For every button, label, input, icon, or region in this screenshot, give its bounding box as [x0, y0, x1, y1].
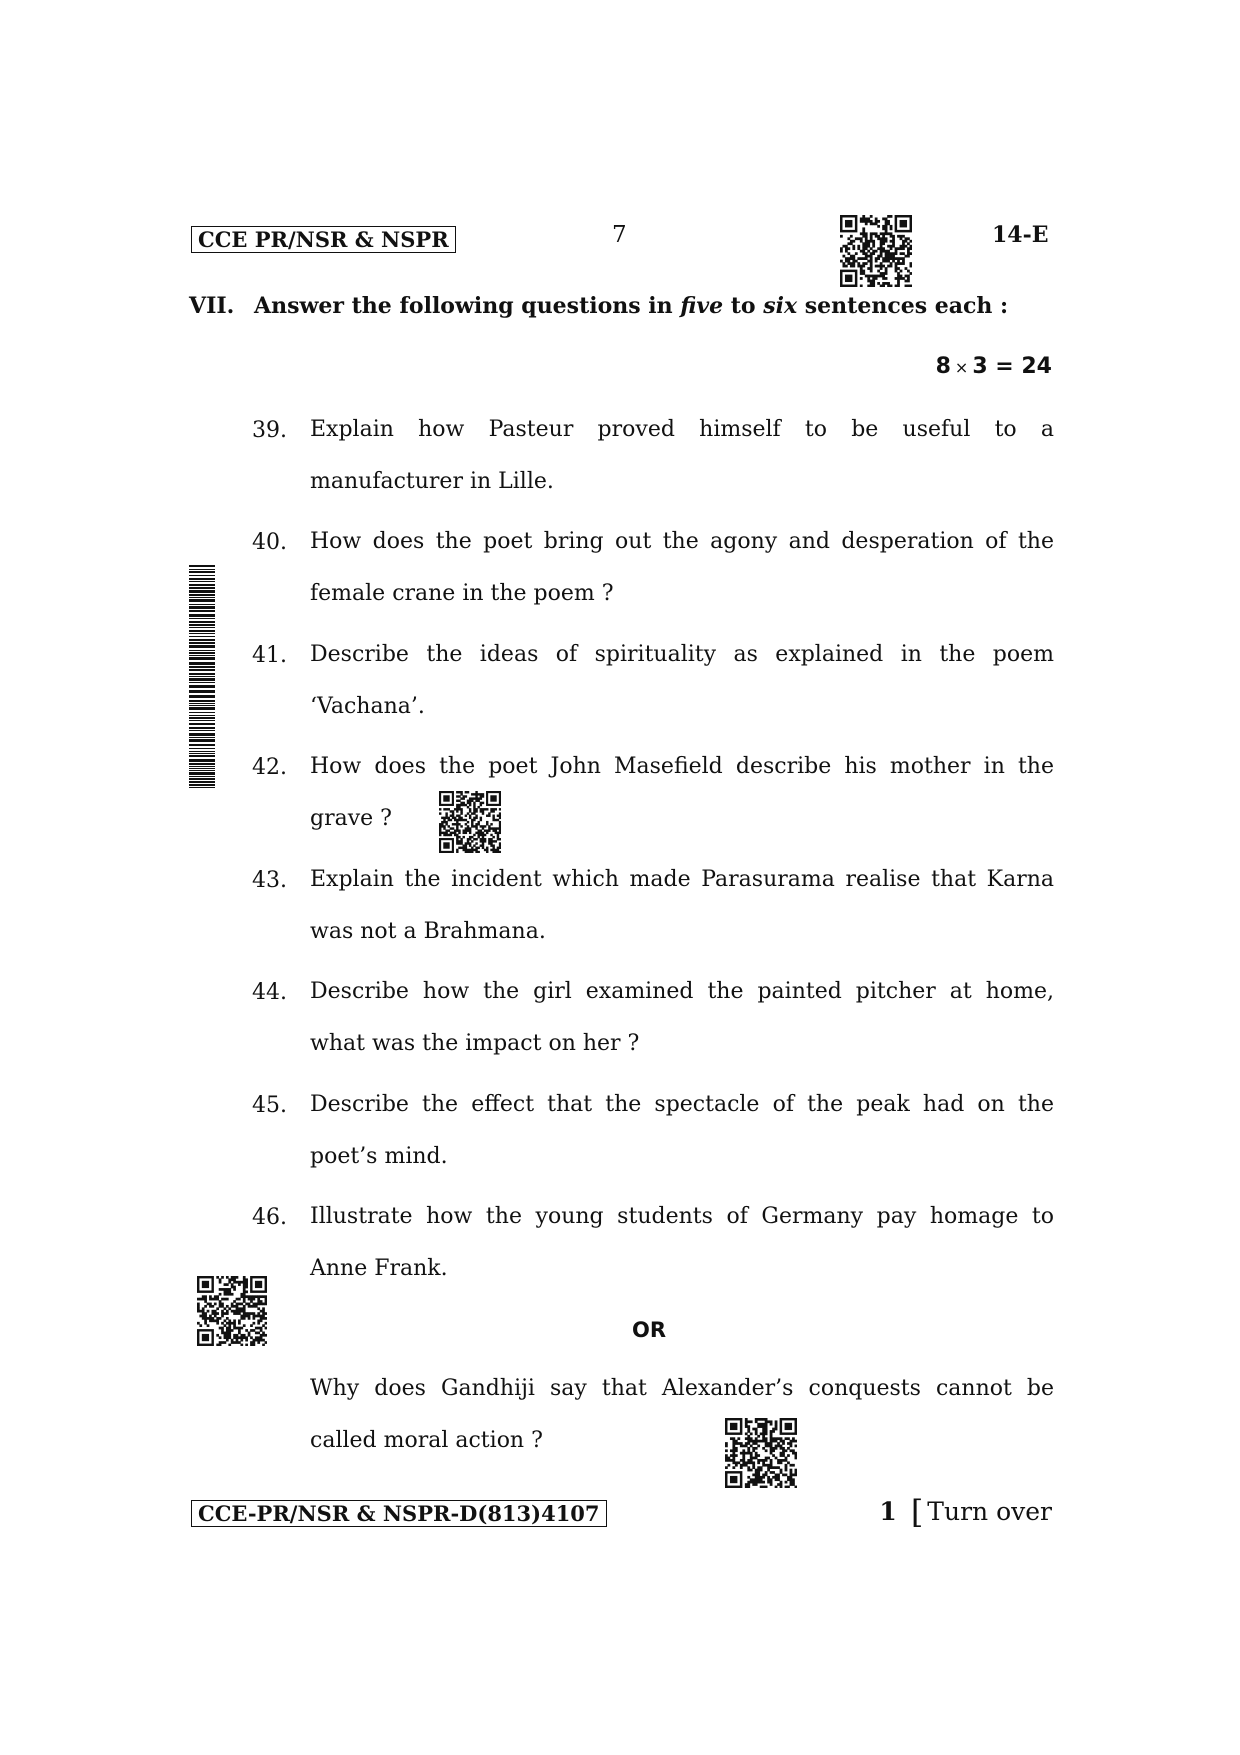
- question-line: poet’s mind.: [310, 1144, 448, 1169]
- section-title-part: five: [680, 293, 724, 319]
- question-line: manufacturer in Lille.: [310, 469, 554, 494]
- barcode-icon: [189, 565, 215, 791]
- section-title-part: to: [723, 293, 764, 319]
- question-46: [310, 1191, 1054, 1295]
- sheet-id: 14-E: [992, 222, 1049, 248]
- question-line: what was the impact on her ?: [310, 1031, 640, 1056]
- question-41: [310, 629, 1054, 733]
- question-line: Describe the effect that the spectacle of the peak had on the: [310, 1092, 1054, 1117]
- question-line: female crane in the poem ?: [310, 581, 614, 606]
- question-line: grave ?: [310, 806, 392, 831]
- qr-code-icon: [725, 1418, 797, 1488]
- question-line: Illustrate how the young students of Germany pay homage to: [310, 1204, 1054, 1229]
- section-title-part: Answer the following questions in: [254, 293, 681, 319]
- question-number: 40.: [252, 530, 287, 555]
- turn-over-label: Turn over: [927, 1497, 1052, 1526]
- times-sign: ×: [954, 358, 969, 377]
- footer-code: CCE-PR/NSR & NSPR-D(813)4107: [191, 1500, 607, 1527]
- question-number: 42.: [252, 755, 287, 780]
- qr-code-icon: [840, 215, 912, 287]
- section-number: VII.: [189, 293, 235, 319]
- question-number: 44.: [252, 980, 287, 1005]
- question-line: How does the poet John Masefield describe his mother in the: [310, 754, 1054, 779]
- question-line: Describe how the girl examined the painted pitcher at home,: [310, 979, 1054, 1004]
- question-number: 45.: [252, 1093, 287, 1118]
- question-number: 39.: [252, 418, 287, 443]
- marks-count: 8: [935, 354, 951, 379]
- question-39: [310, 404, 1054, 508]
- question-43: [310, 854, 1054, 958]
- question-line: was not a Brahmana.: [310, 919, 546, 944]
- section-title-part: sentences each :: [797, 293, 1009, 319]
- question-line: Why does Gandhiji say that Alexander’s conquests cannot be: [310, 1376, 1054, 1401]
- qr-code-icon: [197, 1276, 267, 1346]
- question-44: [310, 966, 1054, 1070]
- question-45: [310, 1079, 1054, 1183]
- question-number: 43.: [252, 868, 287, 893]
- question-number: 46.: [252, 1205, 287, 1230]
- question-line: called moral action ?: [310, 1428, 543, 1453]
- question-line: Explain how Pasteur proved himself to be useful to a: [310, 417, 1054, 442]
- question-line: Describe the ideas of spirituality as explained in the poem: [310, 642, 1054, 667]
- or-label: OR: [632, 1318, 667, 1342]
- section-title: [254, 293, 1008, 319]
- header-code: CCE PR/NSR & NSPR: [191, 226, 456, 253]
- section-marks: [936, 354, 1052, 379]
- question-42: [310, 741, 1054, 845]
- section-title-part: six: [763, 293, 798, 319]
- question-number: 41.: [252, 643, 287, 668]
- question-line: Anne Frank.: [310, 1256, 448, 1281]
- question-40: [310, 516, 1054, 620]
- question-line: Explain the incident which made Parasurama realise that Karna: [310, 867, 1054, 892]
- page-number: 7: [612, 222, 627, 248]
- question-line: How does the poet bring out the agony and desperation of the: [310, 529, 1054, 554]
- turn-over: [879, 1493, 1052, 1531]
- footer-bracket: [: [910, 1493, 924, 1531]
- question-line: ‘Vachana’.: [310, 694, 425, 719]
- qr-code-icon: [439, 791, 501, 853]
- footer-number: 1: [879, 1497, 897, 1526]
- question-46-alternative: [310, 1363, 1054, 1467]
- marks-total: 3 = 24: [972, 354, 1052, 379]
